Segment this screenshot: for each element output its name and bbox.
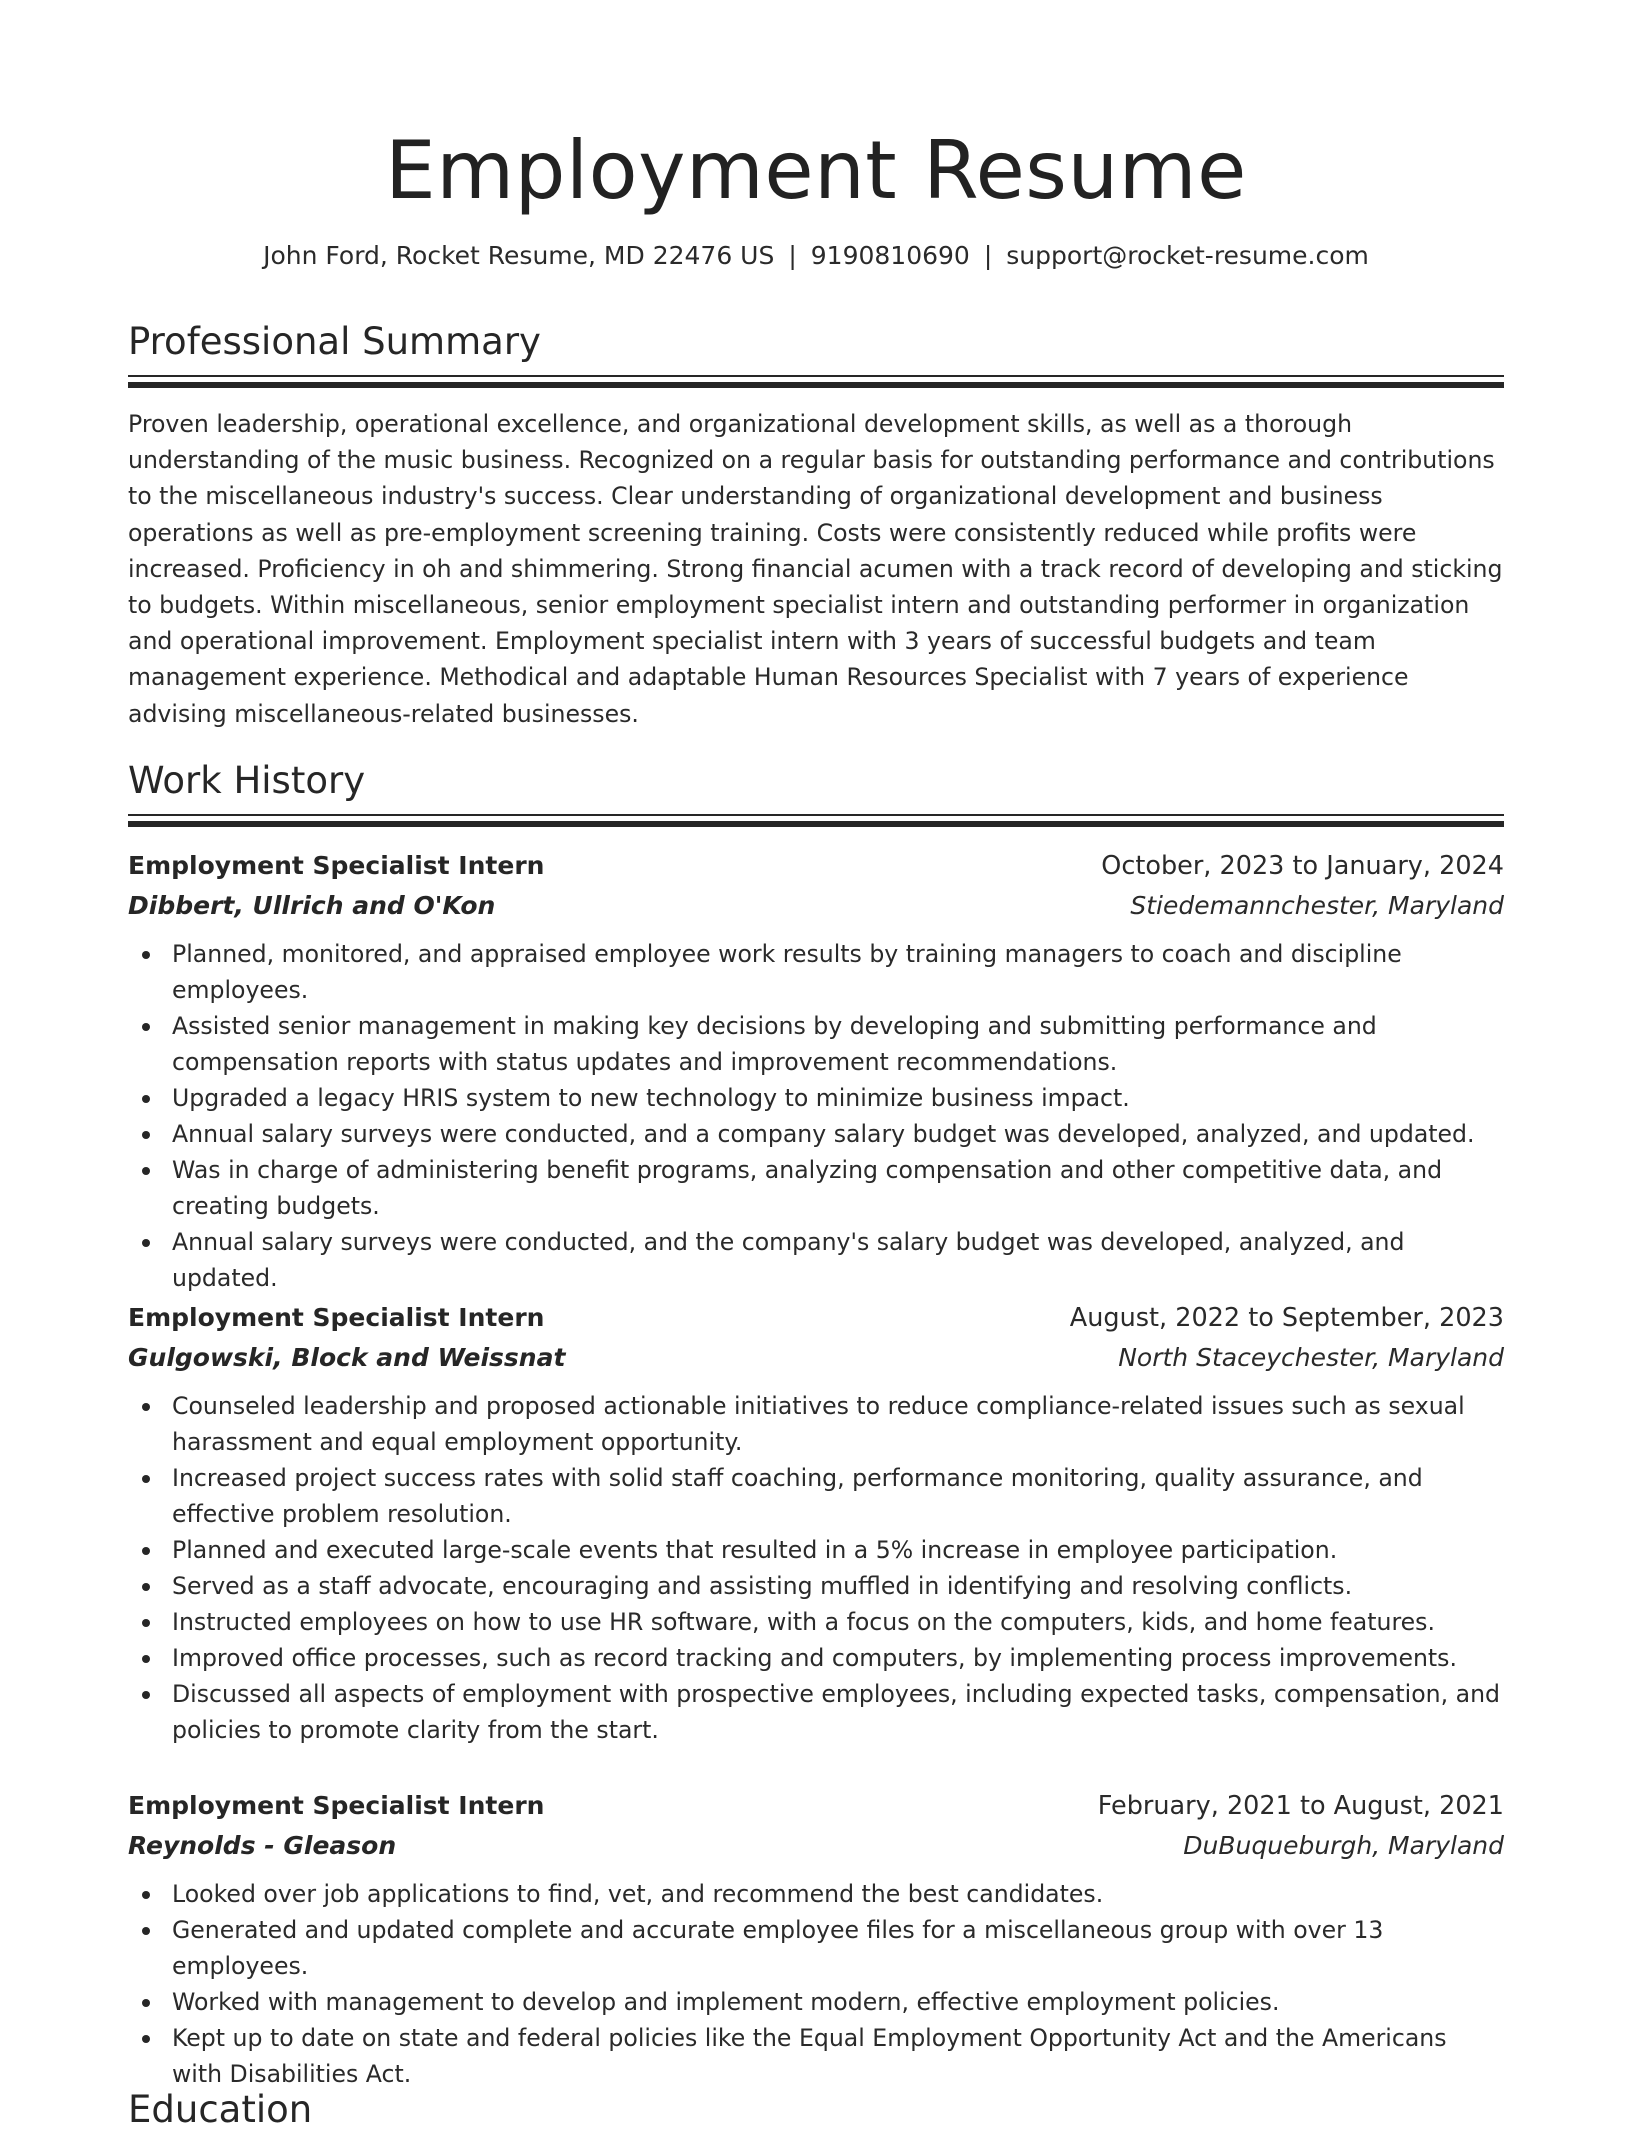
job-header-row xyxy=(128,1298,1504,1338)
list-item: Looked over job applications to find, vet, and recommend the best candidates. xyxy=(128,1876,1504,1912)
bullet-icon xyxy=(142,1691,150,1699)
contact-line xyxy=(128,238,1504,274)
list-item: Planned and executed large-scale events that resulted in a 5% increase in employee participation. xyxy=(128,1532,1504,1568)
list-item: Assisted senior management in making key decisions by developing and submitting performance and compensation reports with status updates and improvement recommendations. xyxy=(128,1008,1504,1080)
job-title: Employment Specialist Intern xyxy=(128,851,545,880)
bullet-icon xyxy=(142,1891,150,1899)
bullet-icon xyxy=(142,1403,150,1411)
bullet-icon xyxy=(142,1167,150,1175)
bullet-icon xyxy=(142,1999,150,2007)
job-company-row xyxy=(128,1338,1504,1378)
bullet-icon xyxy=(142,1131,150,1139)
job-header-row xyxy=(128,846,1504,886)
bullet-icon xyxy=(142,1619,150,1627)
list-item: Upgraded a legacy HRIS system to new technology to minimize business impact. xyxy=(128,1080,1504,1116)
contact-separator: | xyxy=(788,241,797,270)
job-company: Gulgowski, Block and Weissnat xyxy=(128,1343,566,1372)
job-company-row xyxy=(128,1826,1504,1866)
job-title: Employment Specialist Intern xyxy=(128,1303,545,1332)
job-location: North Staceychester, Maryland xyxy=(1118,1343,1504,1372)
bullet-icon xyxy=(142,1547,150,1555)
list-item: Counseled leadership and proposed actionable initiatives to reduce compliance-related issues such as sexual harassment and equal employment opportunity. xyxy=(128,1388,1504,1460)
section-divider xyxy=(128,375,1504,388)
job-title: Employment Specialist Intern xyxy=(128,1791,545,1820)
job-header-row xyxy=(128,1786,1504,1826)
list-item: Annual salary surveys were conducted, and the company's salary budget was developed, analyzed, and updated. xyxy=(128,1224,1504,1296)
bullet-icon xyxy=(142,1655,150,1663)
list-item: Discussed all aspects of employment with prospective employees, including expected tasks, compensation, and policies to promote clarity from the start. xyxy=(128,1676,1504,1748)
list-item: Worked with management to develop and implement modern, effective employment policies. xyxy=(128,1984,1504,2020)
job-dates: February, 2021 to August, 2021 xyxy=(1097,1791,1504,1821)
list-item: Instructed employees on how to use HR software, with a focus on the computers, kids, and home features. xyxy=(128,1604,1504,1640)
job-bullet-list xyxy=(128,1388,1504,1748)
bullet-icon xyxy=(142,2035,150,2043)
work-history-heading: Work History xyxy=(128,759,366,802)
contact-phone: 9190810690 xyxy=(810,241,970,270)
job-location: Stiedemannchester, Maryland xyxy=(1130,891,1504,920)
list-item: Increased project success rates with solid staff coaching, performance monitoring, quality assurance, and effective problem resolution. xyxy=(128,1460,1504,1532)
job-company: Reynolds - Gleason xyxy=(128,1831,397,1860)
list-item: Was in charge of administering benefit programs, analyzing compensation and other competitive data, and creating budgets. xyxy=(128,1152,1504,1224)
job-dates: October, 2023 to January, 2024 xyxy=(1101,851,1504,881)
list-item: Planned, monitored, and appraised employee work results by training managers to coach and discipline employees. xyxy=(128,936,1504,1008)
job-entry xyxy=(128,1298,1504,1748)
bullet-icon xyxy=(142,1239,150,1247)
job-entry xyxy=(128,1786,1504,2092)
job-bullet-list xyxy=(128,1876,1504,2092)
bullet-icon xyxy=(142,951,150,959)
list-item: Generated and updated complete and accurate employee files for a miscellaneous group with over 13 employees. xyxy=(128,1912,1504,1984)
job-dates: August, 2022 to September, 2023 xyxy=(1069,1303,1504,1333)
contact-email: support@rocket-resume.com xyxy=(1006,241,1369,270)
job-bullet-list xyxy=(128,936,1504,1296)
list-item: Kept up to date on state and federal policies like the Equal Employment Opportunity Act and the Americans with Disabilities Act. xyxy=(128,2020,1504,2092)
list-item: Annual salary surveys were conducted, and a company salary budget was developed, analyzed, and updated. xyxy=(128,1116,1504,1152)
summary-heading: Professional Summary xyxy=(128,320,541,363)
bullet-icon xyxy=(142,1927,150,1935)
section-divider xyxy=(128,814,1504,827)
summary-text: Proven leadership, operational excellence, and organizational development skills, as well as a thorough understanding of the music business. Recognized on a regular basis for outstanding performance and contributions to the miscellaneous industry's success. Clear understanding of organizational development and business operations as well as pre-employment screening training. Costs were consistently reduced while profits were increased. Proficiency in oh and shimmering. Strong financial acumen with a track record of developing and sticking to budgets. Within miscellaneous, senior employment specialist intern and outstanding performer in organization and operational improvement. Employment specialist intern with 3 years of successful budgets and team management experience. Methodical and adaptable Human Resources Specialist with 7 years of experience advising miscellaneous-related businesses. xyxy=(128,410,1503,728)
contact-separator: | xyxy=(983,241,993,270)
job-company: Dibbert, Ullrich and O'Kon xyxy=(128,891,496,920)
bullet-icon xyxy=(142,1475,150,1483)
bullet-icon xyxy=(142,1095,150,1103)
contact-address: John Ford, Rocket Resume, MD 22476 US xyxy=(263,241,775,270)
list-item: Improved office processes, such as record tracking and computers, by implementing process improvements. xyxy=(128,1640,1504,1676)
bullet-icon xyxy=(142,1583,150,1591)
job-location: DuBuqueburgh, Maryland xyxy=(1183,1831,1504,1860)
job-company-row xyxy=(128,886,1504,926)
list-item: Served as a staff advocate, encouraging and assisting muffled in identifying and resolving conflicts. xyxy=(128,1568,1504,1604)
bullet-icon xyxy=(142,1023,150,1031)
education-heading: Education xyxy=(128,2088,313,2131)
job-entry xyxy=(128,846,1504,1296)
document-title: Employment Resume xyxy=(385,124,1247,217)
